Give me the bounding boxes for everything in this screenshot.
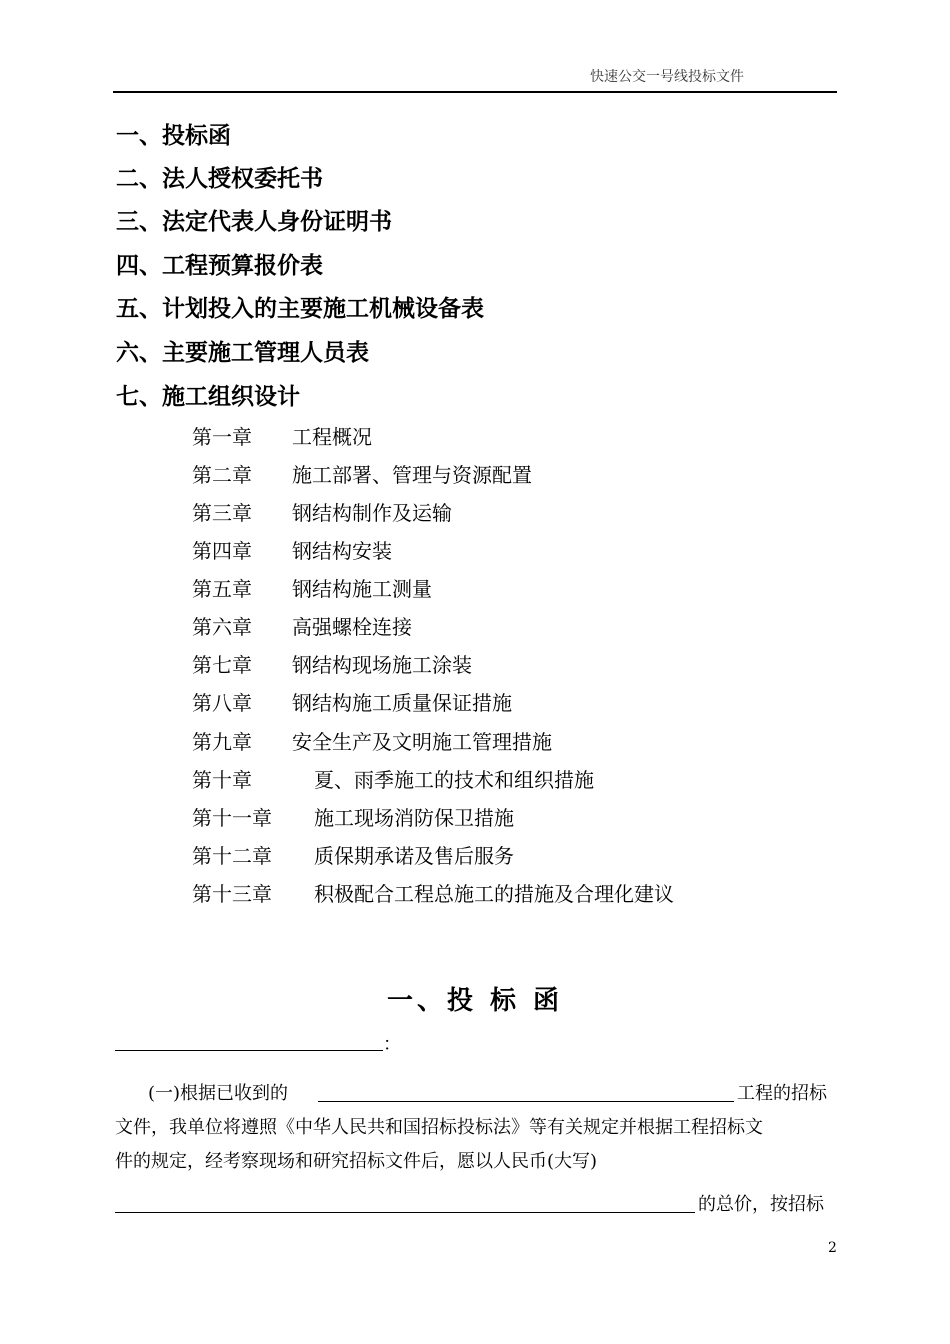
chapter-number: 第三章 bbox=[192, 501, 252, 525]
amount-blank bbox=[115, 1212, 695, 1213]
chapter-number: 第一章 bbox=[192, 425, 252, 449]
chapter-number: 第四章 bbox=[192, 539, 252, 563]
chapter-number: 第二章 bbox=[192, 463, 252, 487]
para-line4-suffix: 的总价，按招标 bbox=[698, 1194, 824, 1215]
chapter-number: 第十三章 bbox=[192, 882, 272, 906]
chapter-title: 高强螺栓连接 bbox=[292, 615, 412, 639]
page-number: 2 bbox=[828, 1240, 837, 1256]
toc-item-3: 三、法定代表人身份证明书 bbox=[116, 209, 392, 235]
running-header-title: 快速公交一号线投标文件 bbox=[590, 69, 744, 85]
chapter-number: 第十章 bbox=[192, 768, 252, 792]
chapter-title: 施工现场消防保卫措施 bbox=[314, 806, 514, 830]
chapter-13 bbox=[192, 878, 674, 907]
chapter-title: 钢结构制作及运输 bbox=[292, 501, 452, 525]
chapter-title: 质保期承诺及售后服务 bbox=[314, 844, 514, 868]
chapter-9 bbox=[192, 726, 552, 755]
chapter-number: 第十一章 bbox=[192, 806, 272, 830]
chapter-2 bbox=[192, 459, 532, 488]
addressee-blank bbox=[115, 1050, 383, 1051]
addressee-colon: ： bbox=[383, 1034, 401, 1055]
toc-item-4: 四、工程预算报价表 bbox=[116, 253, 323, 279]
chapter-number: 第八章 bbox=[192, 691, 252, 715]
header-rule bbox=[113, 91, 837, 93]
chapter-title: 夏、雨季施工的技术和组织措施 bbox=[314, 768, 594, 792]
chapter-number: 第十二章 bbox=[192, 844, 272, 868]
toc-item-7: 七、施工组织设计 bbox=[116, 384, 300, 410]
chapter-number: 第七章 bbox=[192, 653, 252, 677]
para-line1-prefix: (一)根据已收到的 bbox=[148, 1083, 289, 1104]
chapter-6 bbox=[192, 611, 412, 640]
chapter-12 bbox=[192, 840, 514, 869]
chapter-4 bbox=[192, 535, 392, 564]
para-line2: 文件，我单位将遵照《中华人民共和国招标投标法》等有关规定并根据工程招标文 bbox=[115, 1117, 763, 1138]
chapter-title: 钢结构安装 bbox=[292, 539, 392, 563]
para-line3: 件的规定，经考察现场和研究招标文件后，愿以人民币(大写) bbox=[115, 1151, 598, 1172]
chapter-title: 工程概况 bbox=[292, 425, 372, 449]
toc-item-1: 一、投标函 bbox=[116, 123, 231, 149]
toc-item-5: 五、计划投入的主要施工机械设备表 bbox=[116, 296, 484, 322]
chapter-8 bbox=[192, 687, 512, 716]
toc-item-2: 二、法人授权委托书 bbox=[116, 166, 323, 192]
toc-item-6: 六、主要施工管理人员表 bbox=[116, 340, 369, 366]
project-name-blank bbox=[318, 1101, 734, 1102]
chapter-number: 第九章 bbox=[192, 730, 252, 754]
chapter-title: 安全生产及文明施工管理措施 bbox=[292, 730, 552, 754]
chapter-7 bbox=[192, 649, 472, 678]
para-line1-suffix: 工程的招标 bbox=[737, 1083, 827, 1104]
chapter-number: 第五章 bbox=[192, 577, 252, 601]
chapter-5 bbox=[192, 573, 432, 602]
chapter-1 bbox=[192, 421, 372, 450]
chapter-10 bbox=[192, 764, 594, 793]
bid-letter-title: 一、投 标 函 bbox=[386, 986, 564, 1016]
chapter-title: 积极配合工程总施工的措施及合理化建议 bbox=[314, 882, 674, 906]
chapter-3 bbox=[192, 497, 452, 526]
chapter-title: 钢结构施工测量 bbox=[292, 577, 432, 601]
chapter-11 bbox=[192, 802, 514, 831]
chapter-number: 第六章 bbox=[192, 615, 252, 639]
chapter-title: 钢结构现场施工涂装 bbox=[292, 653, 472, 677]
chapter-title: 施工部署、管理与资源配置 bbox=[292, 463, 532, 487]
chapter-title: 钢结构施工质量保证措施 bbox=[292, 691, 512, 715]
